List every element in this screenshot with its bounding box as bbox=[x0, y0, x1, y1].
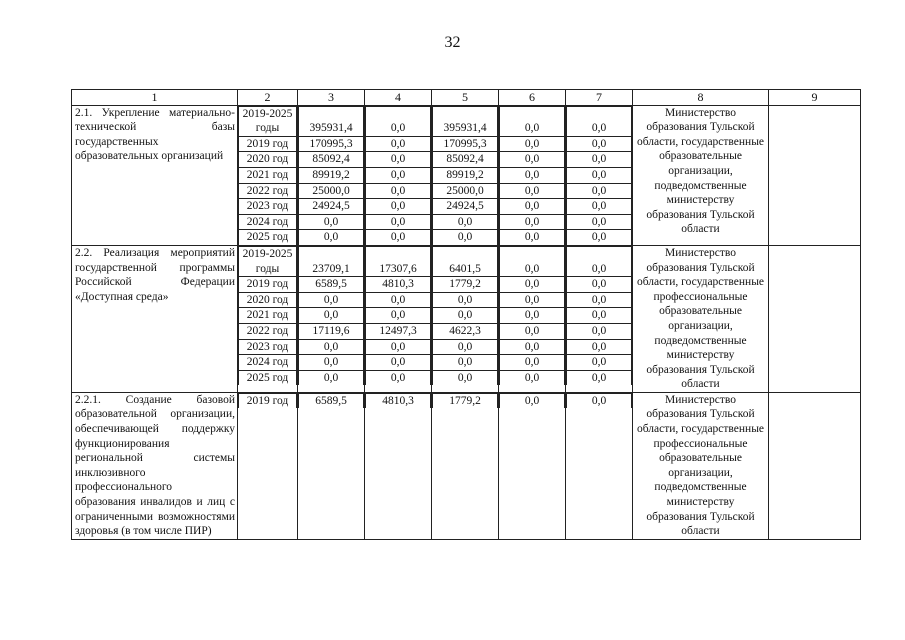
federal-cell: 0,0 bbox=[366, 339, 431, 355]
period-cell: 2019 год bbox=[239, 277, 297, 293]
total-cell: 6589,5 bbox=[299, 277, 364, 293]
total-cell: 0,0 bbox=[299, 214, 364, 230]
regional-cell: 395931,4 bbox=[433, 106, 498, 136]
total-column bbox=[298, 392, 365, 539]
total-cell: 24924,5 bbox=[299, 199, 364, 215]
period-cell: 2019 год bbox=[239, 393, 297, 408]
local-cell: 0,0 bbox=[500, 246, 565, 276]
local-cell: 0,0 bbox=[500, 136, 565, 152]
local-column bbox=[499, 105, 566, 245]
federal-column bbox=[365, 105, 432, 245]
period-cell: 2020 год bbox=[239, 292, 297, 308]
regional-cell: 85092,4 bbox=[433, 152, 498, 168]
period-cell: 2019-2025 годы bbox=[239, 246, 297, 276]
total-cell: 85092,4 bbox=[299, 152, 364, 168]
regional-cell: 0,0 bbox=[433, 230, 498, 245]
period-cell: 2024 год bbox=[239, 214, 297, 230]
period-cell: 2023 год bbox=[239, 339, 297, 355]
regional-cell: 24924,5 bbox=[433, 199, 498, 215]
total-cell: 0,0 bbox=[299, 230, 364, 245]
other-cell: 0,0 bbox=[567, 214, 632, 230]
total-cell: 0,0 bbox=[299, 292, 364, 308]
other-column bbox=[566, 245, 633, 392]
regional-column bbox=[432, 245, 499, 392]
page-number: 32 bbox=[444, 34, 461, 51]
other-cell: 0,0 bbox=[567, 339, 632, 355]
period-cell: 2019 год bbox=[239, 136, 297, 152]
header-cell: 7 bbox=[566, 90, 633, 106]
header-cell: 1 bbox=[72, 90, 238, 106]
regional-column bbox=[432, 105, 499, 245]
section-row bbox=[72, 245, 861, 392]
local-column bbox=[499, 245, 566, 392]
local-cell: 0,0 bbox=[500, 393, 565, 408]
federal-column bbox=[365, 245, 432, 392]
section-description: 2.1. Укрепление материально-технической базы государственных образовательных организаций bbox=[72, 105, 238, 245]
local-cell: 0,0 bbox=[500, 199, 565, 215]
federal-column bbox=[365, 392, 432, 539]
period-cell: 2022 год bbox=[239, 183, 297, 199]
federal-cell: 0,0 bbox=[366, 106, 431, 136]
total-cell: 0,0 bbox=[299, 355, 364, 371]
other-cell: 0,0 bbox=[567, 355, 632, 371]
period-cell: 2025 год bbox=[239, 230, 297, 245]
header-cell: 6 bbox=[499, 90, 566, 106]
local-column bbox=[499, 392, 566, 539]
header-cell: 2 bbox=[238, 90, 298, 106]
regional-cell: 0,0 bbox=[433, 370, 498, 385]
federal-cell: 17307,6 bbox=[366, 246, 431, 276]
period-column bbox=[238, 392, 298, 539]
column-9-cell bbox=[769, 105, 861, 245]
local-cell: 0,0 bbox=[500, 152, 565, 168]
regional-cell: 89919,2 bbox=[433, 167, 498, 183]
federal-cell: 0,0 bbox=[366, 230, 431, 245]
local-cell: 0,0 bbox=[500, 183, 565, 199]
total-column bbox=[298, 105, 365, 245]
total-cell: 6589,5 bbox=[299, 393, 364, 408]
total-column bbox=[298, 245, 365, 392]
federal-cell: 0,0 bbox=[366, 199, 431, 215]
total-cell: 170995,3 bbox=[299, 136, 364, 152]
period-cell: 2019-2025 годы bbox=[239, 106, 297, 136]
section-row bbox=[72, 392, 861, 539]
header-cell: 3 bbox=[298, 90, 365, 106]
local-cell: 0,0 bbox=[500, 323, 565, 339]
header-row bbox=[72, 90, 861, 106]
local-cell: 0,0 bbox=[500, 277, 565, 293]
federal-cell: 4810,3 bbox=[366, 393, 431, 408]
local-cell: 0,0 bbox=[500, 214, 565, 230]
regional-cell: 25000,0 bbox=[433, 183, 498, 199]
federal-cell: 4810,3 bbox=[366, 277, 431, 293]
total-cell: 89919,2 bbox=[299, 167, 364, 183]
federal-cell: 0,0 bbox=[366, 167, 431, 183]
local-cell: 0,0 bbox=[500, 370, 565, 385]
federal-cell: 0,0 bbox=[366, 370, 431, 385]
other-cell: 0,0 bbox=[567, 230, 632, 245]
header-cell: 5 bbox=[432, 90, 499, 106]
other-column bbox=[566, 392, 633, 539]
other-cell: 0,0 bbox=[567, 152, 632, 168]
period-column bbox=[238, 105, 298, 245]
column-9-cell bbox=[769, 245, 861, 392]
other-cell: 0,0 bbox=[567, 183, 632, 199]
regional-cell: 6401,5 bbox=[433, 246, 498, 276]
regional-cell: 0,0 bbox=[433, 355, 498, 371]
regional-cell: 4622,3 bbox=[433, 323, 498, 339]
period-cell: 2022 год bbox=[239, 323, 297, 339]
responsible-executor: Министерство образования Тульской области, государственные образовательные организации, подведомственные министерству образования Тульской области bbox=[633, 105, 769, 245]
total-cell: 395931,4 bbox=[299, 106, 364, 136]
local-cell: 0,0 bbox=[500, 230, 565, 245]
other-column bbox=[566, 105, 633, 245]
section-description: 2.2. Реализация мероприятий государственной программы Российской Федерации «Доступная среда» bbox=[72, 245, 238, 392]
local-cell: 0,0 bbox=[500, 167, 565, 183]
other-cell: 0,0 bbox=[567, 393, 632, 408]
local-cell: 0,0 bbox=[500, 355, 565, 371]
period-cell: 2024 год bbox=[239, 355, 297, 371]
total-cell: 0,0 bbox=[299, 339, 364, 355]
responsible-executor: Министерство образования Тульской области, государственные профессиональные образовательные организации, подведомственные министерству образования Тульской области bbox=[633, 392, 769, 539]
local-cell: 0,0 bbox=[500, 292, 565, 308]
sections-body bbox=[72, 105, 861, 539]
other-cell: 0,0 bbox=[567, 292, 632, 308]
local-cell: 0,0 bbox=[500, 339, 565, 355]
local-cell: 0,0 bbox=[500, 106, 565, 136]
regional-cell: 1779,2 bbox=[433, 277, 498, 293]
program-table bbox=[71, 89, 861, 540]
header-cell: 9 bbox=[769, 90, 861, 106]
federal-cell: 0,0 bbox=[366, 152, 431, 168]
other-cell: 0,0 bbox=[567, 277, 632, 293]
header-cell: 4 bbox=[365, 90, 432, 106]
regional-cell: 0,0 bbox=[433, 292, 498, 308]
section-row bbox=[72, 105, 861, 245]
period-cell: 2020 год bbox=[239, 152, 297, 168]
local-cell: 0,0 bbox=[500, 308, 565, 324]
responsible-executor: Министерство образования Тульской области, государственные профессиональные образовательные организации, подведомственные министерству образования Тульской области bbox=[633, 245, 769, 392]
column-9-cell bbox=[769, 392, 861, 539]
federal-cell: 0,0 bbox=[366, 214, 431, 230]
other-cell: 0,0 bbox=[567, 106, 632, 136]
period-cell: 2021 год bbox=[239, 308, 297, 324]
regional-column bbox=[432, 392, 499, 539]
period-cell: 2021 год bbox=[239, 167, 297, 183]
regional-cell: 170995,3 bbox=[433, 136, 498, 152]
period-cell: 2025 год bbox=[239, 370, 297, 385]
regional-cell: 1779,2 bbox=[433, 393, 498, 408]
total-cell: 23709,1 bbox=[299, 246, 364, 276]
regional-cell: 0,0 bbox=[433, 214, 498, 230]
total-cell: 0,0 bbox=[299, 308, 364, 324]
other-cell: 0,0 bbox=[567, 199, 632, 215]
other-cell: 0,0 bbox=[567, 308, 632, 324]
other-cell: 0,0 bbox=[567, 246, 632, 276]
regional-cell: 0,0 bbox=[433, 339, 498, 355]
federal-cell: 12497,3 bbox=[366, 323, 431, 339]
header-cell: 8 bbox=[633, 90, 769, 106]
federal-cell: 0,0 bbox=[366, 183, 431, 199]
federal-cell: 0,0 bbox=[366, 355, 431, 371]
other-cell: 0,0 bbox=[567, 136, 632, 152]
other-cell: 0,0 bbox=[567, 323, 632, 339]
regional-cell: 0,0 bbox=[433, 308, 498, 324]
total-cell: 17119,6 bbox=[299, 323, 364, 339]
period-column bbox=[238, 245, 298, 392]
total-cell: 25000,0 bbox=[299, 183, 364, 199]
other-cell: 0,0 bbox=[567, 167, 632, 183]
period-cell: 2023 год bbox=[239, 199, 297, 215]
other-cell: 0,0 bbox=[567, 370, 632, 385]
federal-cell: 0,0 bbox=[366, 136, 431, 152]
federal-cell: 0,0 bbox=[366, 292, 431, 308]
federal-cell: 0,0 bbox=[366, 308, 431, 324]
section-description: 2.2.1. Создание базовой образовательной организации, обеспечивающей поддержку функционирования региональной системы инклюзивного профессионального образования инвалидов и лиц с ограниченными возможностями здоровья (в том числе ПИР) bbox=[72, 392, 238, 539]
total-cell: 0,0 bbox=[299, 370, 364, 385]
